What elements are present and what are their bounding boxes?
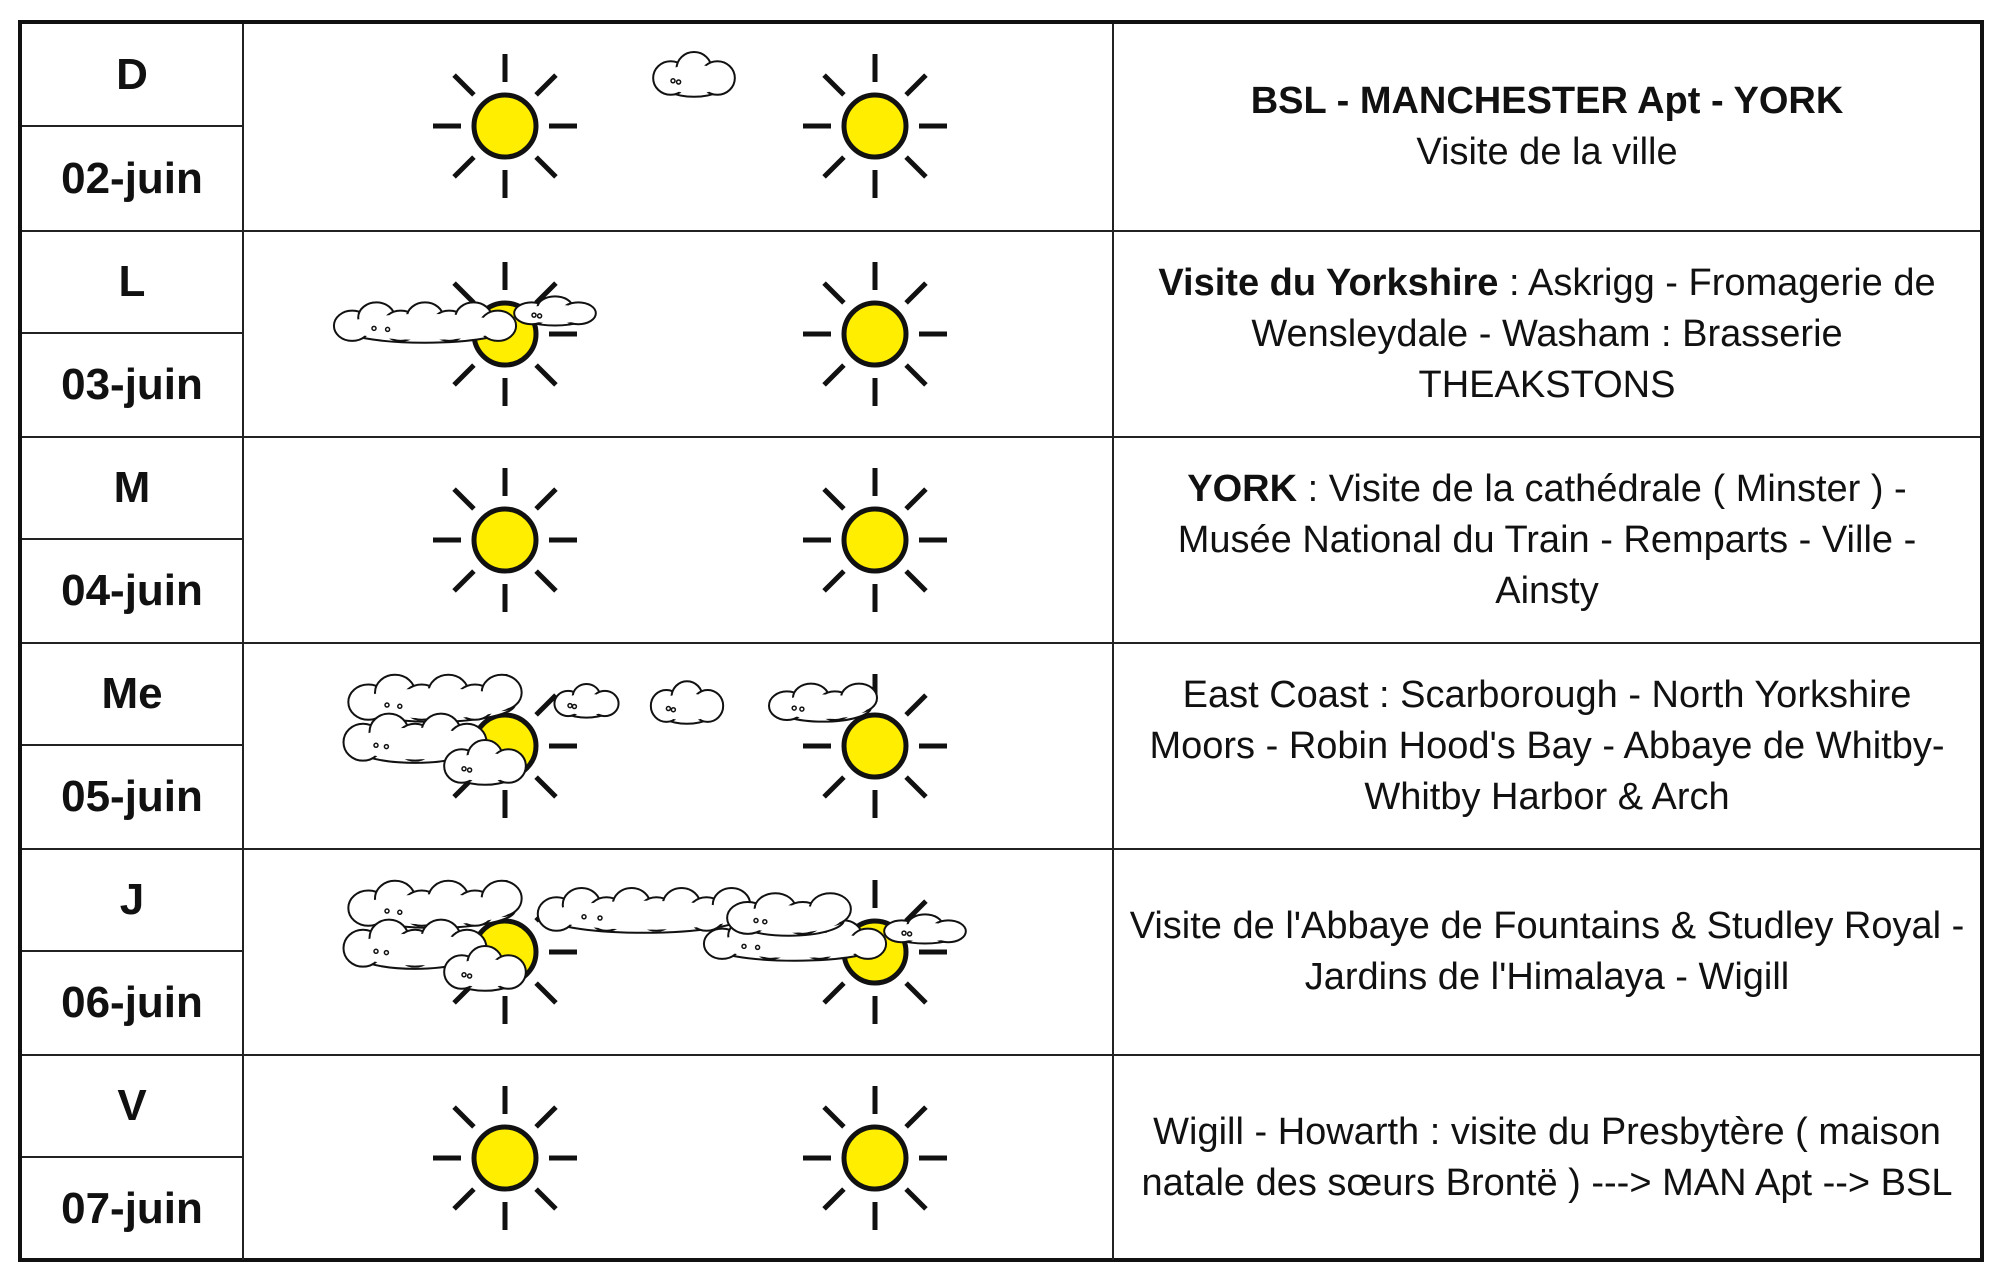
day-row	[22, 436, 1980, 642]
activity-description	[1114, 1056, 1980, 1260]
weather-cell	[244, 24, 1114, 230]
description-line	[1251, 76, 1844, 127]
sun-behind-cloud-icon	[334, 262, 596, 406]
description-text: Visite de l'Abbaye de Fountains & Studley Royal -	[1129, 905, 1965, 947]
weather-icons	[244, 644, 1112, 848]
sunny-icon	[803, 54, 947, 198]
description-text: Wensleydale - Washam : Brasserie	[1251, 312, 1843, 355]
activity-description	[1114, 850, 1980, 1054]
day-date: 06-juin	[61, 978, 203, 1027]
day-name: V	[22, 1056, 242, 1158]
day-row	[22, 1054, 1980, 1260]
description-line	[1251, 309, 1842, 360]
day-name: D	[22, 24, 242, 127]
mostly-cloudy-icon	[344, 674, 578, 818]
description-text: : Visite de la cathédrale ( Minster ) -	[1297, 467, 1907, 510]
description-bold: Visite du Yorkshire	[1158, 261, 1499, 304]
description-line	[1305, 952, 1790, 1003]
description-line	[1183, 670, 1912, 721]
description-line	[1142, 1158, 1953, 1209]
weather-cell	[244, 232, 1114, 436]
description-line	[1130, 901, 1965, 952]
small-cloud-icon	[554, 681, 723, 724]
day-date: 05-juin	[61, 772, 203, 821]
weather-cell	[244, 850, 1114, 1054]
day-date: 02-juin	[61, 153, 203, 203]
description-text: Visite de la ville	[1416, 131, 1678, 173]
description-line	[1416, 127, 1677, 178]
description-text: Jardins de l'Himalaya - Wigill	[1304, 956, 1790, 998]
day-cell	[22, 232, 244, 436]
day-cell	[22, 24, 244, 230]
weather-cell	[244, 644, 1114, 848]
description-text: Wigill - Howarth : visite du Presbytère ( maison	[1153, 1111, 1941, 1153]
cloud-band-icon	[538, 888, 851, 936]
weather-icons	[244, 24, 1112, 228]
day-name: J	[22, 850, 242, 952]
description-bold: BSL - MANCHESTER Apt - YORK	[1250, 80, 1844, 122]
description-line	[1158, 258, 1935, 309]
day-row	[22, 230, 1980, 436]
day-name: L	[22, 232, 242, 334]
day-date: 04-juin	[61, 566, 203, 615]
weather-icons	[244, 1056, 1112, 1260]
day-name: M	[22, 438, 242, 540]
description-line	[1187, 464, 1906, 515]
description-line	[1153, 1107, 1941, 1158]
sunny-icon	[803, 468, 947, 612]
activity-description	[1114, 24, 1980, 230]
activity-description	[1114, 232, 1980, 436]
day-row	[22, 24, 1980, 230]
sunny-icon	[803, 1086, 947, 1230]
description-line	[1178, 515, 1916, 566]
weather-icons	[244, 438, 1112, 642]
sunny-icon	[433, 468, 577, 612]
small-cloud-icon	[653, 52, 735, 97]
day-cell	[22, 1056, 244, 1260]
description-text: natale des sœurs Brontë ) ---> MAN Apt --> BSL	[1141, 1162, 1953, 1204]
activity-description	[1114, 644, 1980, 848]
description-line	[1419, 360, 1676, 411]
day-row	[22, 848, 1980, 1054]
description-text: Moors - Robin Hood's Bay - Abbaye de Whitby-	[1149, 724, 1945, 767]
partly-cloudy-icon	[769, 674, 947, 818]
day-row	[22, 642, 1980, 848]
weather-icons	[244, 850, 1112, 1054]
weather-cell	[244, 438, 1114, 642]
weather-icons	[244, 232, 1112, 436]
description-text: Musée National du Train - Remparts - Ville -	[1177, 518, 1917, 561]
day-cell	[22, 644, 244, 848]
description-text: Ainsty	[1495, 569, 1599, 612]
mostly-cloudy-icon	[344, 880, 578, 1024]
weather-cell	[244, 1056, 1114, 1260]
description-line	[1149, 721, 1944, 772]
day-name: Me	[22, 644, 242, 746]
activity-description	[1114, 438, 1980, 642]
day-date: 03-juin	[61, 360, 203, 409]
description-text: : Askrigg - Fromagerie de	[1498, 261, 1936, 304]
description-text: East Coast : Scarborough - North Yorkshire	[1182, 673, 1912, 716]
day-date: 07-juin	[61, 1184, 203, 1233]
description-line	[1495, 566, 1598, 617]
description-text: Whitby Harbor & Arch	[1364, 775, 1730, 818]
day-cell	[22, 438, 244, 642]
description-line	[1364, 772, 1729, 823]
day-cell	[22, 850, 244, 1054]
itinerary-table	[18, 20, 1984, 1262]
sunny-icon	[803, 262, 947, 406]
description-bold: YORK	[1187, 467, 1298, 510]
description-text: THEAKSTONS	[1418, 363, 1676, 406]
sunny-icon	[433, 54, 577, 198]
sunny-icon	[433, 1086, 577, 1230]
